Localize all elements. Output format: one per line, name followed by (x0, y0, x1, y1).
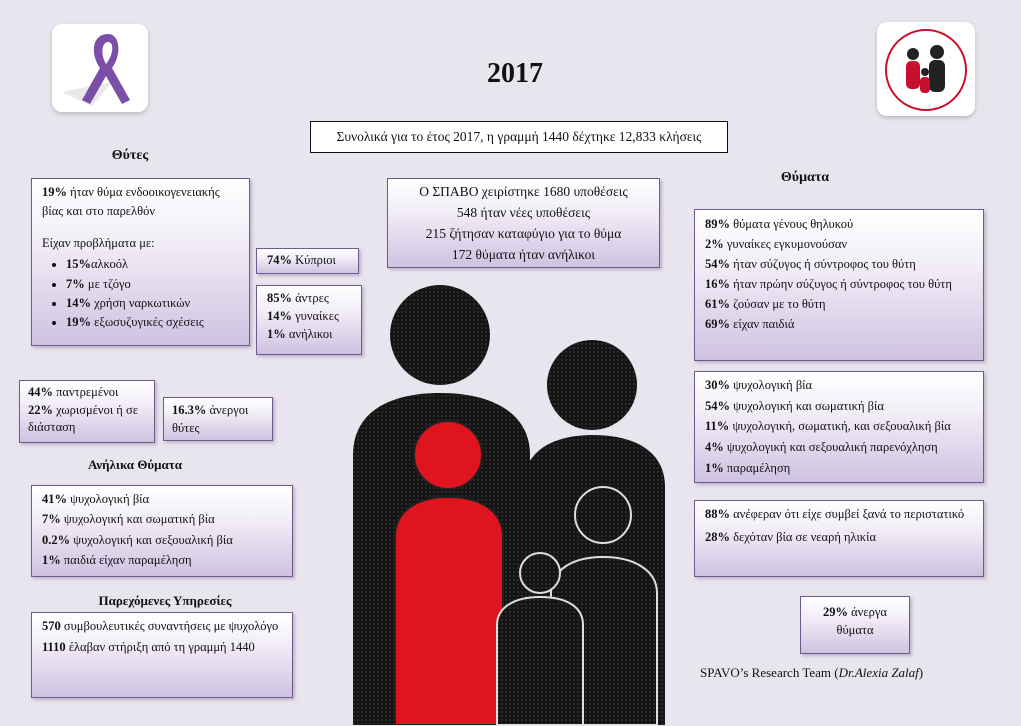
research-team-credit: SPAVO’s Research Team (Dr.Alexia Zalaf) (700, 665, 924, 680)
family-circle-icon (877, 22, 975, 116)
purple-ribbon-icon (52, 24, 148, 112)
ribbon-logo (52, 24, 148, 112)
marital-status-box (19, 380, 155, 443)
list-item: 88% ανέφεραν ότι είχε συμβεί ξανά το περιστατικό (705, 507, 965, 521)
pct-label: ήταν θύμα ενδοοικογενειακής βίας και στο παρελθόν (42, 185, 220, 219)
summary-banner: Συνολικά για το έτος 2017, η γραμμή 1440 δέχτηκε 12,833 κλήσεις (310, 121, 728, 153)
list-item: 89% θύματα γένους θηλυκού (705, 217, 854, 231)
list-item: • 15%αλκοόλ (66, 255, 239, 274)
list-item: 7% ψυχολογική και σωματική βία (42, 512, 215, 527)
recurrence-box (694, 500, 984, 577)
unemployed-perpetrators-box: 16.3% άνεργοι θύτες (163, 397, 273, 441)
list-item: 1% ανήλικοι (267, 327, 333, 342)
list-item: 11% ψυχολογική, σωματική, και σεξουαλική βία (705, 419, 951, 434)
page-title: 2017 (487, 58, 543, 89)
list-item: 22% χωρισμένοι ή σε διάσταση (28, 402, 138, 434)
services-box (31, 612, 293, 698)
list-item: 1% παιδιά είχαν παραμέληση (42, 552, 192, 567)
family-silhouette-illustration (345, 275, 675, 725)
spavo-cases-box (387, 178, 660, 268)
list-item: 1110 έλαβαν στήριξη από τη γραμμή 1440 (42, 640, 255, 655)
minors-heading: Ανήλικα Θύματα (87, 457, 183, 472)
list-item: 44% παντρεμένοι (28, 385, 119, 399)
perpetrator-gender-box (256, 285, 362, 355)
list-item: 61% ζούσαν με το θύτη (705, 297, 826, 311)
minor-victims-box (31, 485, 293, 577)
list-item: 0.2% ψυχολογική και σεξουαλική βία (42, 532, 233, 547)
unemployed-victims-box: 29% άνεργα θύματα (800, 596, 910, 654)
list-item: 54% ψυχολογική και σωματική βία (705, 398, 884, 413)
list-item: 54% ήταν σύζυγος ή σύντροφος του θύτη (705, 257, 916, 271)
list-item: 548 ήταν νέες υποθέσεις (456, 204, 591, 220)
list-item: • 19% εξωσυζυγικές σχέσεις (66, 313, 239, 332)
list-item: 570 συμβουλευτικές συναντήσεις με ψυχολόγο (42, 619, 279, 633)
organisation-logo (877, 22, 975, 116)
prior-victim-line (42, 183, 239, 222)
list-item: 14% γυναίκες (267, 309, 339, 324)
list-item: 1% παραμέληση (705, 460, 791, 475)
list-item: 215 ζήτησαν καταφύγιο για το θύμα (425, 225, 622, 241)
list-item: • 7% με τζόγο (66, 275, 239, 294)
pct-value: 19% (42, 185, 67, 199)
list-item: • 14% χρήση ναρκωτικών (66, 294, 239, 313)
list-item: 2% γυναίκες εγκυμονούσαν (705, 237, 848, 251)
list-item: 4% ψυχολογική και σεξουαλική παρενόχληση (705, 439, 938, 454)
list-item: 172 θύματα ήταν ανήλικοι (451, 246, 596, 262)
list-item: 30% ψυχολογική βία (705, 378, 813, 392)
list-item: 69% είχαν παιδιά (705, 317, 795, 331)
victims-heading: Θύματα (780, 170, 830, 185)
problems-list (42, 255, 239, 333)
perpetrators-heading: Θύτες (111, 148, 149, 163)
list-item: 16% ήταν πρώην σύζυγος ή σύντροφος του θύτη (705, 277, 952, 291)
victims-profile-box (694, 209, 984, 361)
violence-types-box (694, 371, 984, 483)
perpetrators-history-box (31, 178, 250, 346)
list-item: 41% ψυχολογική βία (42, 492, 150, 506)
problems-label: Είχαν προβλήματα με: (42, 235, 155, 250)
services-heading: Παρεχόμενες Υπηρεσίες (98, 593, 232, 608)
list-item: Ο ΣΠΑΒΟ χειρίστηκε 1680 υποθέσεις (419, 184, 628, 199)
list-item: 28% δεχόταν βία σε νεαρή ηλικία (705, 529, 877, 544)
list-item: 85% άντρες (267, 291, 329, 305)
cypriots-box: 74% Κύπριοι (256, 248, 359, 274)
